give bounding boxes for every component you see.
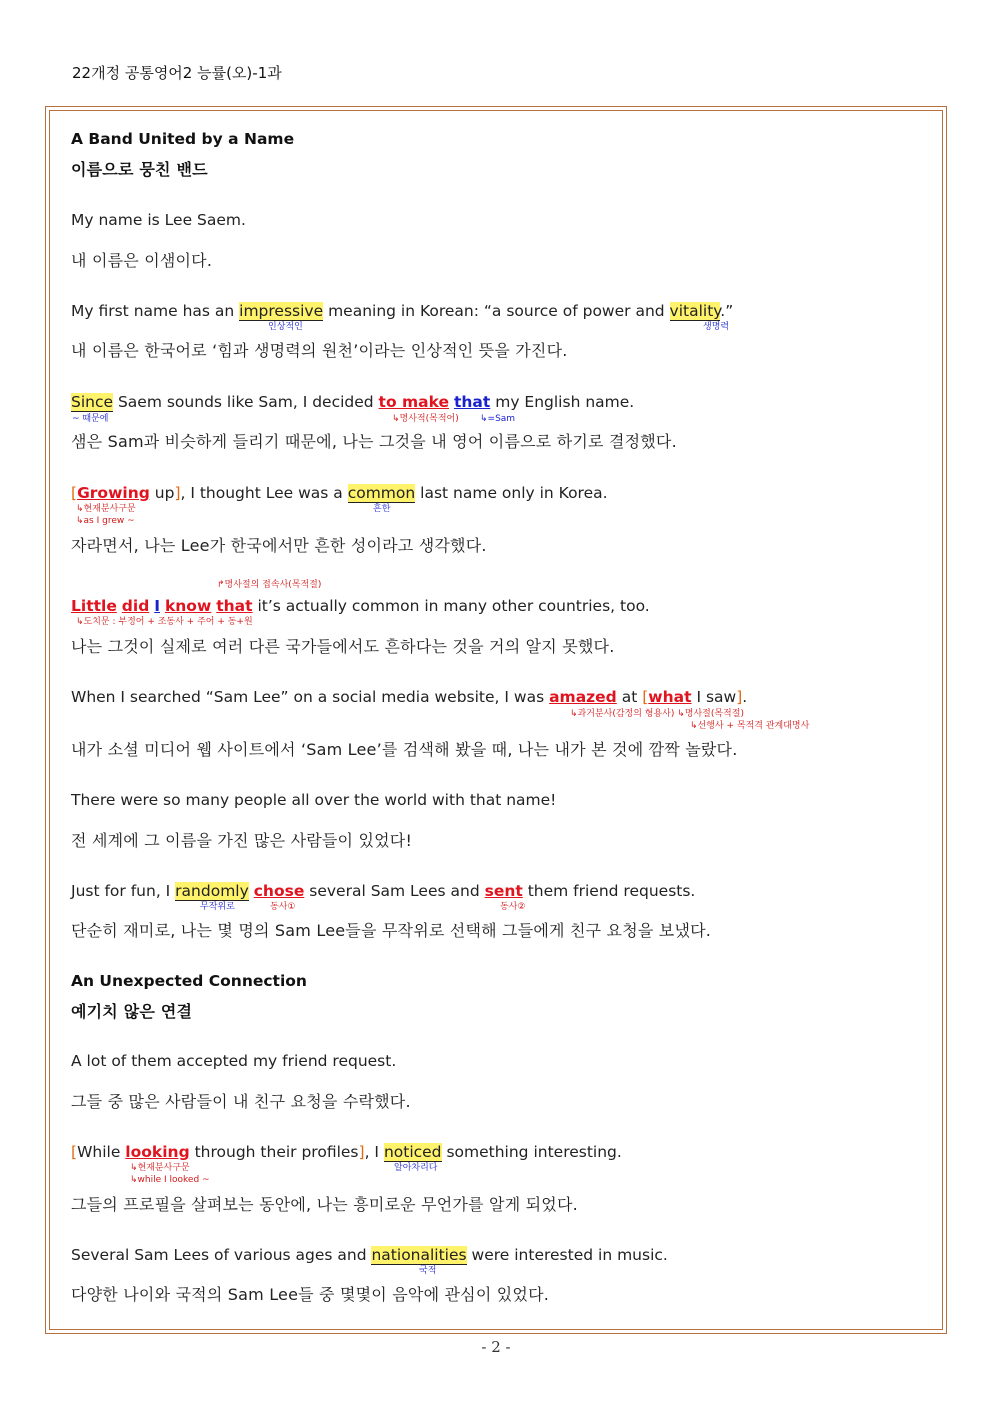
text: it’s actually common in many other countries, too. — [252, 597, 650, 615]
sentence-en: There were so many people all over the world with that name! — [71, 791, 557, 809]
sentence-en — [71, 597, 650, 615]
text: Several Sam Lees of various ages and — [71, 1246, 372, 1264]
annotation-note: ~ 때문에 — [72, 414, 109, 424]
sentence-en — [71, 1143, 622, 1161]
sentence-en — [71, 302, 733, 320]
text: , I thought Lee was a — [180, 484, 348, 502]
annotation-note: ↳현재분사구문 — [76, 504, 136, 514]
text: something interesting. — [441, 1143, 622, 1161]
sentence-kr: 그들 중 많은 사람들이 내 친구 요청을 수락했다. — [71, 1092, 411, 1111]
text: several Sam Lees and — [304, 882, 485, 900]
text: While — [77, 1143, 126, 1161]
sentence-en — [71, 688, 747, 706]
vocab-highlight: Since — [71, 393, 114, 411]
section-title-kr: 이름으로 뭉친 밴드 — [71, 160, 208, 179]
sentence-kr: 내 이름은 이샘이다. — [71, 251, 213, 270]
vocab-highlight: vitality — [669, 302, 721, 320]
sentence-kr: 샘은 Sam과 비슷하게 들리기 때문에, 나는 그것을 내 영어 이름으로 하기로 결정했다. — [71, 432, 677, 451]
annotation-note: ↱명사절의 접속사(목적절) — [217, 580, 322, 590]
sentence-en: A lot of them accepted my friend request. — [71, 1052, 397, 1070]
sentence-kr: 단순히 재미로, 나는 몇 명의 Sam Lee들을 무작위로 선택해 그들에게 친구 요청을 보냈다. — [71, 921, 712, 940]
grammar-highlight: Growing — [77, 484, 150, 502]
text: at — [616, 688, 643, 706]
grammar-highlight: looking — [125, 1143, 190, 1161]
grammar-highlight: I — [154, 597, 161, 615]
text: last name only in Korea. — [415, 484, 608, 502]
annotation-note: ↳선행사 + 목적격 관계대명사 — [690, 721, 810, 731]
annotation-note: ↳과거분사(감정의 형용사) ↳명사절(목적절) — [570, 709, 744, 719]
grammar-highlight: that — [216, 597, 253, 615]
annotation-note: 알아차리다 — [394, 1163, 438, 1173]
sentence-en: My name is Lee Saem. — [71, 211, 246, 229]
text: . — [742, 688, 748, 706]
vocab-highlight: nationalities — [371, 1246, 467, 1264]
sentence-kr: 내 이름은 한국어로 ‘힘과 생명력의 원천’이라는 인상적인 뜻을 가진다. — [71, 341, 568, 360]
text: through their profiles — [189, 1143, 359, 1161]
text: My first name has an — [71, 302, 240, 320]
sentence-kr: 자라면서, 나는 Lee가 한국에서만 흔한 성이라고 생각했다. — [71, 536, 487, 555]
vocab-highlight: impressive — [239, 302, 324, 320]
sentence-en — [71, 393, 634, 411]
text: , I — [364, 1143, 384, 1161]
annotation-note: 무작위로 — [200, 902, 235, 912]
text: .” — [720, 302, 734, 320]
annotation-note: 국적 — [419, 1266, 437, 1276]
text: them friend requests. — [522, 882, 696, 900]
sentence-kr: 다양한 나이와 국적의 Sam Lee들 중 몇몇이 음악에 관심이 있었다. — [71, 1285, 550, 1304]
text: I saw — [691, 688, 737, 706]
grammar-highlight: chose — [253, 882, 305, 900]
text: Saem sounds like Sam, I decided — [113, 393, 379, 411]
section-title-en: An Unexpected Connection — [71, 972, 307, 990]
annotation-note: ↳=Sam — [480, 414, 516, 424]
page-number: - 2 - — [481, 1338, 511, 1356]
vocab-highlight: noticed — [383, 1143, 442, 1161]
annotation-note: 생명력 — [703, 322, 730, 332]
annotation-note: ↳현재분사구문 — [130, 1163, 190, 1173]
grammar-highlight: know — [164, 597, 212, 615]
section-title-kr: 예기치 않은 연결 — [71, 1002, 193, 1021]
section-title-en: A Band United by a Name — [71, 130, 295, 148]
grammar-highlight: to make — [378, 393, 450, 411]
annotation-note: 동사② — [500, 902, 526, 912]
grammar-highlight: sent — [484, 882, 523, 900]
sentence-kr: 나는 그것이 실제로 여러 다른 국가들에서도 흔하다는 것을 거의 알지 못했다. — [71, 637, 615, 656]
bracket: [ — [71, 1143, 78, 1161]
annotation-note: ↳as I grew ~ — [76, 516, 135, 526]
grammar-highlight: amazed — [549, 688, 617, 706]
grammar-highlight: did — [121, 597, 150, 615]
bracket: [ — [71, 484, 78, 502]
vocab-highlight: common — [347, 484, 416, 502]
bracket: ] — [358, 1143, 365, 1161]
text: up — [149, 484, 175, 502]
annotation-note: ↳명사적(목적어) — [392, 414, 459, 424]
text: my English name. — [490, 393, 635, 411]
grammar-highlight: Little — [71, 597, 117, 615]
sentence-kr: 그들의 프로필을 살펴보는 동안에, 나는 흥미로운 무언가를 알게 되었다. — [71, 1195, 578, 1214]
annotation-note: ↳while I looked ~ — [130, 1175, 210, 1185]
annotation-note: ↳도치문 : 부정어 + 조동사 + 주어 + 동+원 — [76, 617, 253, 627]
annotation-note: 동사① — [270, 902, 296, 912]
text: When I searched “Sam Lee” on a social media website, I was — [71, 688, 550, 706]
text: were interested in music. — [466, 1246, 668, 1264]
sentence-kr: 전 세계에 그 이름을 가진 많은 사람들이 있었다! — [71, 831, 413, 850]
document-header: 22개정 공통영어2 능률(오)-1과 — [72, 64, 282, 82]
bracket: ] — [736, 688, 743, 706]
bracket: [ — [642, 688, 649, 706]
grammar-highlight: what — [648, 688, 692, 706]
sentence-en — [71, 1246, 668, 1264]
text: meaning in Korean: “a source of power and — [323, 302, 670, 320]
text: Just for fun, I — [71, 882, 176, 900]
annotation-note: 흔한 — [373, 504, 391, 514]
grammar-highlight: that — [453, 393, 491, 411]
sentence-en — [71, 882, 695, 900]
sentence-kr: 내가 소셜 미디어 웹 사이트에서 ‘Sam Lee’를 검색해 봤을 때, 나는 내가 본 것에 깜짝 놀랐다. — [71, 740, 738, 759]
vocab-highlight: randomly — [175, 882, 249, 900]
bracket: ] — [174, 484, 181, 502]
annotation-note: 인상적인 — [268, 322, 303, 332]
sentence-en — [71, 484, 608, 502]
